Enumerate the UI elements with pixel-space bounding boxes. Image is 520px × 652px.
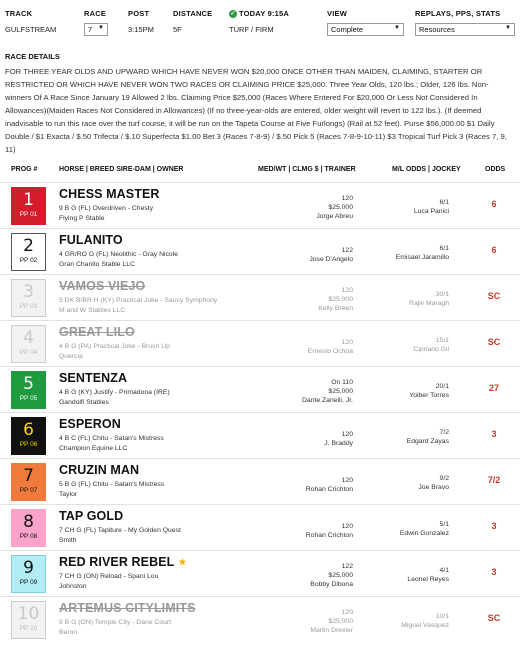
post-position-label: PP 01 — [19, 211, 38, 218]
track-value: GULFSTREAM — [5, 25, 57, 34]
program-number-badge — [11, 187, 46, 225]
race-details-header: RACE DETAILS — [5, 52, 60, 61]
morning-line-odds: 15/1 — [435, 337, 449, 344]
program-number: 10 — [17, 604, 40, 624]
replays-label: REPLAYS, PPS, STATS — [415, 9, 501, 18]
horse-name[interactable] — [59, 187, 160, 201]
race-col — [84, 9, 106, 18]
morning-line-odds: 6/1 — [439, 245, 449, 252]
horse-name-text[interactable]: VAMOS VIEJO — [59, 279, 146, 293]
jockey: Emisael Jaramillo — [395, 254, 449, 261]
entry-row[interactable] — [0, 274, 520, 320]
owner: Smith — [59, 537, 77, 544]
horse-name[interactable] — [59, 417, 121, 431]
entry-row[interactable] — [0, 458, 520, 504]
entry-row[interactable] — [0, 412, 520, 458]
claiming-price: $25,000 — [328, 204, 353, 211]
chevron-down-icon: ▼ — [98, 25, 104, 31]
claiming-price: $25,000 — [328, 296, 353, 303]
col-med: MED/WT | CLMG $ | TRAINER — [258, 166, 356, 173]
claiming-price: $25,000 — [328, 388, 353, 395]
horse-name-text[interactable]: FULANITO — [59, 233, 123, 247]
race-label: RACE — [84, 9, 107, 18]
replays-col — [415, 9, 500, 18]
program-number: 5 — [23, 374, 34, 394]
trainer: Martin Drexler — [310, 627, 353, 634]
claiming-price: $25,000 — [328, 572, 353, 579]
chevron-down-icon: ▼ — [394, 25, 400, 31]
weight: 120 — [341, 339, 353, 346]
post-position-label: PP 07 — [19, 487, 38, 494]
jockey: Miguel Vasquez — [401, 622, 449, 629]
jockey: Rajiv Maragh — [408, 300, 449, 307]
breed-sire-dam: 9 B G (FL) Overdriven - Chesty — [59, 205, 154, 212]
morning-line-odds: 7/2 — [439, 429, 449, 436]
owner: Quercia — [59, 353, 83, 360]
program-number-badge — [11, 233, 46, 271]
track-label: TRACK — [5, 9, 33, 18]
surface-value: TURF / FIRM — [229, 25, 274, 35]
view-select[interactable] — [327, 23, 404, 36]
col-prog: PROG # — [11, 166, 38, 173]
program-number: 6 — [23, 420, 34, 440]
owner: Baron — [59, 629, 78, 636]
check-circle-icon: ✓ — [230, 11, 236, 18]
horse-name-text[interactable]: GREAT LILO — [59, 325, 135, 339]
horse-name[interactable] — [59, 371, 127, 385]
col-ml: M/L ODDS | JOCKEY — [392, 166, 461, 173]
jockey: Leonel Reyes — [407, 576, 449, 583]
horse-name[interactable] — [59, 233, 123, 247]
breed-sire-dam: 4 B C (FL) Chitu - Satan's Mistress — [59, 435, 164, 442]
owner: Flying P Stable — [59, 215, 105, 222]
program-number-badge — [11, 463, 46, 501]
weight: 120 — [341, 431, 353, 438]
live-odds: 3 — [491, 567, 497, 577]
program-number: 7 — [23, 466, 34, 486]
trainer: J. Braddy — [324, 440, 353, 447]
trainer: Kelly Breen — [318, 305, 353, 312]
horse-name-text[interactable]: CHESS MASTER — [59, 187, 160, 201]
entry-row[interactable] — [0, 596, 520, 642]
weight: 120 — [341, 287, 353, 294]
horse-name[interactable] — [59, 463, 139, 477]
horse-name[interactable] — [59, 601, 196, 615]
horse-name-text[interactable]: SENTENZA — [59, 371, 128, 385]
post-position-label: PP 04 — [19, 349, 38, 356]
post-position-label: PP 05 — [19, 395, 38, 402]
entry-row[interactable] — [0, 550, 520, 596]
program-number-badge — [11, 601, 46, 639]
trainer: Rohan Crichton — [305, 532, 353, 539]
post-position-label: PP 09 — [19, 579, 38, 586]
program-number-badge — [11, 279, 46, 317]
program-number: 4 — [23, 328, 34, 348]
post-label: POST — [128, 9, 150, 18]
weight: 122 — [341, 247, 353, 254]
weight: 120 — [341, 523, 353, 530]
live-odds: SC — [487, 291, 501, 301]
race-details-text: FOR THREE YEAR OLDS AND UPWARD WHICH HAVE NEVER WON $20,000 ONCE OTHER THAN MAIDEN, CLAIMING, STARTER OR RESTRICTED OR WHICH HAVE NEVER WON TWO RACES OR CLAIMING PRICE $25,000. Three Year Olds, 120 lbs.; Older, 126 lbs. Non-winners Of A Race Since January 19 Allowed 2 lbs. Claiming Price $25,000 (Races Where Entered For $20,000 Or Less Not Considered In Allowances)(Maiden Races Not Considered in Allowances) (If no three-year-olds are entered, older weight will revert to 122 lbs.). (If deemed inadvisable to run this race over the turf course, it will be run on the Tapeta Course at Five Furlongs) (Rail at 52 feet). Purse $56,000.00 $1 Daily Double / $1 Exacta / $.50 Trifecta / $.10 Superfecta $1.00 Bet 3 (Races 7-8-9) / $.50 Pick 5 (Races 7-8-9-10-11) $3 Tropical Turf Pick 3 (Races 7, 9, 11) — [5, 67, 507, 154]
trainer: Bobby Dibona — [310, 581, 353, 588]
distance-value: 5F — [173, 25, 182, 34]
post-col — [128, 9, 154, 34]
program-number-badge — [11, 555, 46, 593]
owner: M and W Stables LLC — [59, 307, 126, 314]
owner: Johnston — [59, 583, 87, 590]
morning-line-odds: 5/1 — [439, 521, 449, 528]
star-icon: ★ — [178, 557, 187, 567]
live-odds: 6 — [491, 245, 497, 255]
trainer: Dante Zanelli, Jr. — [302, 397, 353, 404]
program-number: 2 — [23, 236, 34, 256]
horse-name-text[interactable]: ESPERON — [59, 417, 121, 431]
breed-sire-dam: 8 B G (ON) Temple City - Dane Court — [59, 619, 172, 626]
claiming-price: $25,000 — [328, 618, 353, 625]
trainer: Rohan Crichton — [305, 486, 353, 493]
weight: 122 — [341, 563, 353, 570]
horse-name-text[interactable]: ARTEMUS CITYLIMITS — [59, 601, 196, 615]
post-value: 3:15PM — [128, 25, 154, 34]
entry-row[interactable] — [0, 182, 520, 228]
morning-line-odds: 6/1 — [439, 199, 449, 206]
race-header — [0, 0, 520, 42]
owner: Champion Equine LLC — [59, 445, 128, 452]
entry-row[interactable] — [0, 228, 520, 274]
horse-name[interactable] — [59, 279, 145, 293]
program-number: 9 — [23, 558, 34, 578]
today-status — [229, 9, 289, 18]
weight: 120 — [341, 195, 353, 202]
post-position-label: PP 02 — [19, 257, 38, 264]
program-number-badge — [11, 417, 46, 455]
resources-select-value: Resources — [419, 25, 455, 34]
view-col — [327, 9, 347, 18]
jockey: Edwin Gonzalez — [399, 530, 449, 537]
entry-row[interactable] — [0, 366, 520, 412]
breed-sire-dam: 7 CH G (FL) Tapiture - My Golden Quest — [59, 527, 181, 534]
horse-name[interactable] — [59, 509, 123, 523]
entry-row[interactable] — [0, 504, 520, 550]
today-label: TODAY 9:15A — [239, 9, 290, 18]
program-number-badge — [11, 325, 46, 363]
program-number: 8 — [23, 512, 34, 532]
post-position-label: PP 03 — [19, 303, 38, 310]
breed-sire-dam: 5 B G (FL) Chitu - Satan's Mistress — [59, 481, 165, 488]
live-odds: SC — [487, 337, 501, 347]
program-number-badge — [11, 371, 46, 409]
horse-name[interactable] — [59, 325, 135, 339]
live-odds: 7/2 — [487, 475, 501, 485]
jockey: Yoiber Torres — [409, 392, 449, 399]
chevron-down-icon: ▼ — [505, 25, 511, 31]
morning-line-odds: 4/1 — [439, 567, 449, 574]
program-number: 3 — [23, 282, 34, 302]
jockey: Luca Panici — [413, 208, 449, 215]
live-odds: 3 — [491, 521, 497, 531]
race-select[interactable] — [84, 23, 108, 36]
live-odds: 6 — [491, 199, 497, 209]
weight: On 110 — [331, 379, 353, 386]
col-horse: HORSE | BREED SIRE-DAM | OWNER — [59, 166, 184, 173]
race-select-value: 7 — [88, 25, 93, 34]
col-odds: ODDS — [485, 166, 506, 173]
owner: Taylor — [59, 491, 78, 498]
breed-sire-dam: 5 DK B/BR H (KY) Practical Joke - Saucy Symphony — [59, 297, 218, 304]
jockey: Cipriano Gil — [413, 346, 449, 353]
horse-name[interactable] — [59, 555, 187, 569]
morning-line-odds: 9/2 — [439, 475, 449, 482]
live-odds: 3 — [491, 429, 497, 439]
breed-sire-dam: 4 GR/RO G (FL) Neolithic - Gray Nicole — [59, 251, 178, 258]
live-odds: SC — [487, 613, 501, 623]
breed-sire-dam: 7 CH G (ON) Reload - Spani Lou — [59, 573, 159, 580]
horse-name-text[interactable]: RED RIVER REBEL — [59, 555, 175, 569]
distance-col — [173, 9, 212, 34]
live-odds: 27 — [488, 383, 499, 393]
morning-line-odds: 20/1 — [435, 383, 449, 390]
resources-select[interactable] — [415, 23, 515, 36]
post-position-label: PP 08 — [19, 533, 38, 540]
weight: 120 — [341, 477, 353, 484]
view-select-value: Complete — [331, 25, 364, 34]
post-position-label: PP 06 — [19, 441, 38, 448]
breed-sire-dam: 4 B G (KY) Justify - Primadona (IRE) — [59, 389, 170, 396]
trainer: Jorge Abreu — [316, 213, 353, 220]
morning-line-odds: 30/1 — [435, 291, 449, 298]
today-col — [229, 9, 289, 34]
track-col — [5, 9, 56, 34]
program-number: 1 — [23, 190, 34, 210]
post-position-label: PP 10 — [19, 625, 38, 632]
view-label: VIEW — [327, 9, 347, 18]
trainer: Jose D'Angelo — [309, 256, 353, 263]
morning-line-odds: 10/1 — [435, 613, 449, 620]
trainer: Ernesto Ochoa — [307, 348, 353, 355]
horse-name-text[interactable]: TAP GOLD — [59, 509, 124, 523]
breed-sire-dam: 4 B G (PA) Practical Joke - Brush Up — [59, 343, 170, 350]
jockey: Edgard Zayas — [406, 438, 449, 445]
distance-label: DISTANCE — [173, 9, 213, 18]
owner: Gran Chanito Stable LLC — [59, 261, 135, 268]
horse-name-text[interactable]: CRUZIN MAN — [59, 463, 140, 477]
entry-row[interactable] — [0, 320, 520, 366]
program-number-badge — [11, 509, 46, 547]
weight: 120 — [341, 609, 353, 616]
jockey: Joe Bravo — [418, 484, 449, 491]
owner: Gandolfi Stables — [59, 399, 109, 406]
